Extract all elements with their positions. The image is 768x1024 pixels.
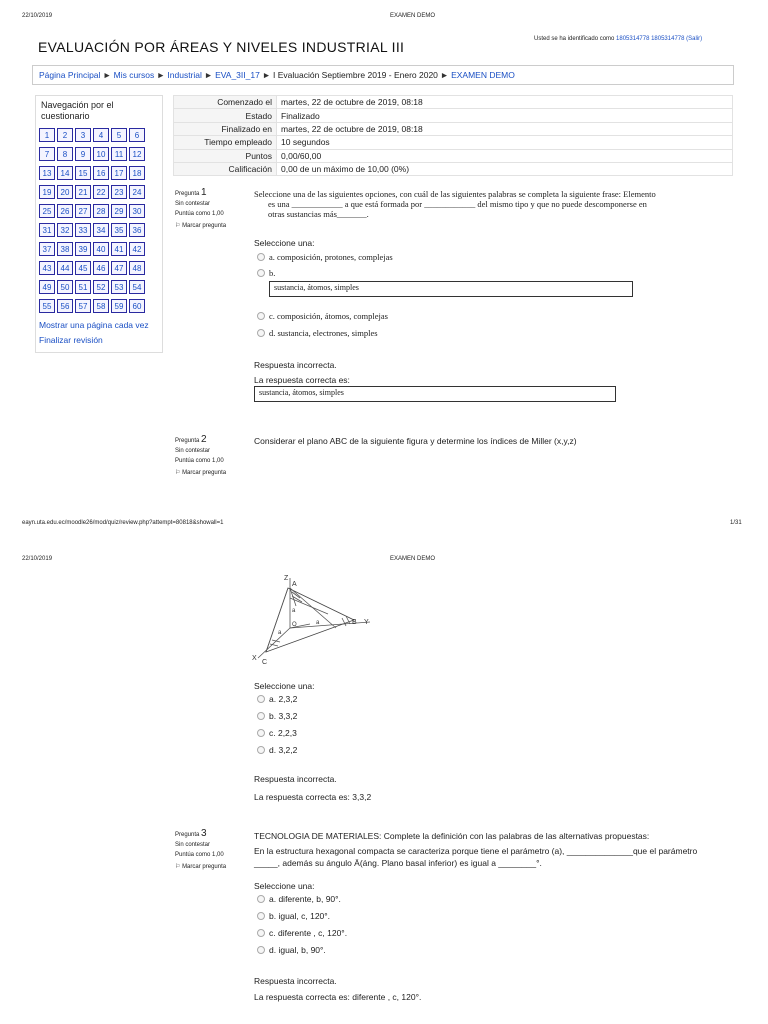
question-nav-button-32[interactable]: 32 xyxy=(57,223,73,237)
question-1-info xyxy=(175,188,245,230)
question-1-status: Sin contestar xyxy=(175,201,211,207)
breadcrumb: Página Principal ► Mis cursos ► Industrial ► EVA_3II_17 ► I Evaluación Septiembre 2019 - Enero 2020 ► EXAMEN DEMO xyxy=(32,65,734,85)
figure-label-o: O xyxy=(292,622,297,628)
question-nav-button-58[interactable]: 58 xyxy=(93,299,109,313)
summary-value: Finalizado xyxy=(277,109,733,122)
question-3-info xyxy=(175,829,245,871)
question-2-flag[interactable]: ⚐ Marcar pregunta xyxy=(175,470,227,476)
question-nav-button-40[interactable]: 40 xyxy=(93,242,109,256)
question-2-option-b[interactable]: b. 3,3,2 xyxy=(257,711,297,721)
attempt-summary-table xyxy=(173,95,733,176)
question-2-text: Considerar el plano ABC de la siguiente figura y determine los índices de Miller (x,y,z) xyxy=(254,436,577,446)
question-nav-button-27[interactable]: 27 xyxy=(75,204,91,218)
question-nav-button-50[interactable]: 50 xyxy=(57,280,73,294)
quiz-navigation-title: Navegación por el cuestionario xyxy=(41,100,114,121)
question-nav-button-24[interactable]: 24 xyxy=(129,185,145,199)
question-3-option-c[interactable]: c. diferente , c, 120°. xyxy=(257,928,347,938)
question-nav-button-44[interactable]: 44 xyxy=(57,261,73,275)
radio-icon[interactable] xyxy=(257,929,265,937)
question-nav-button-17[interactable]: 17 xyxy=(111,166,127,180)
question-1-score: Puntúa como 1,00 xyxy=(175,211,224,217)
question-1-option-a[interactable]: a. composición, protones, complejas xyxy=(257,252,393,262)
question-nav-button-47[interactable]: 47 xyxy=(111,261,127,275)
flag-icon: ⚐ xyxy=(175,470,181,476)
breadcrumb-my-courses[interactable]: Mis cursos xyxy=(113,70,155,80)
figure-label-x: X xyxy=(252,655,257,662)
question-nav-button-20[interactable]: 20 xyxy=(57,185,73,199)
summary-value: martes, 22 de octubre de 2019, 08:18 xyxy=(277,96,733,109)
summary-value: martes, 22 de octubre de 2019, 08:18 xyxy=(277,122,733,135)
question-3-correct-answer: La respuesta correcta es: diferente , c, 120°. xyxy=(254,992,422,1002)
question-nav-button-16[interactable]: 16 xyxy=(93,166,109,180)
question-nav-button-15[interactable]: 15 xyxy=(75,166,91,180)
question-nav-button-21[interactable]: 21 xyxy=(75,185,91,199)
figure-label-z: Z xyxy=(284,575,289,582)
question-nav-button-5[interactable]: 5 xyxy=(111,128,127,142)
question-nav-button-57[interactable]: 57 xyxy=(75,299,91,313)
question-nav-button-25[interactable]: 25 xyxy=(39,204,55,218)
question-3-feedback: Respuesta incorrecta. xyxy=(254,976,337,986)
summary-value: 0,00/60,00 xyxy=(277,149,733,162)
question-nav-button-29[interactable]: 29 xyxy=(111,204,127,218)
question-nav-button-48[interactable]: 48 xyxy=(129,261,145,275)
summary-label: Calificación xyxy=(174,162,277,175)
show-one-page-link[interactable]: Mostrar una página cada vez xyxy=(39,320,149,330)
figure-label-a1: a xyxy=(292,608,296,614)
page-header-title: EXAMEN DEMO xyxy=(390,13,436,19)
question-nav-button-18[interactable]: 18 xyxy=(129,166,145,180)
question-nav-button-4[interactable]: 4 xyxy=(93,128,109,142)
question-nav-button-36[interactable]: 36 xyxy=(129,223,145,237)
question-3-option-b[interactable]: b. igual, c, 120°. xyxy=(257,911,330,921)
question-2-status: Sin contestar xyxy=(175,448,211,454)
question-3-score: Puntúa como 1,00 xyxy=(175,852,224,858)
question-nav-button-53[interactable]: 53 xyxy=(111,280,127,294)
question-1-correct-box: sustancia, átomos, simples xyxy=(254,386,616,402)
summary-label: Estado xyxy=(174,109,277,122)
radio-icon[interactable] xyxy=(257,329,265,337)
question-nav-button-10[interactable]: 10 xyxy=(93,147,109,161)
question-1-option-b-box: sustancia, átomos, simples xyxy=(269,281,633,297)
summary-row xyxy=(174,136,733,149)
quiz-navigation xyxy=(35,95,163,353)
question-nav-button-12[interactable]: 12 xyxy=(129,147,145,161)
radio-icon[interactable] xyxy=(257,729,265,737)
question-nav-button-35[interactable]: 35 xyxy=(111,223,127,237)
breadcrumb-exam[interactable]: EXAMEN DEMO xyxy=(451,70,515,80)
question-2-select-one: Seleccione una: xyxy=(254,681,315,691)
question-1-number: Pregunta 1 xyxy=(175,187,207,198)
summary-value: 10 segundos xyxy=(277,136,733,149)
question-1-feedback: Respuesta incorrecta. xyxy=(254,360,337,370)
question-nav-button-11[interactable]: 11 xyxy=(111,147,127,161)
flag-icon: ⚐ xyxy=(175,864,181,870)
question-nav-button-7[interactable]: 7 xyxy=(39,147,55,161)
breadcrumb-evaluation[interactable]: I Evaluación Septiembre 2019 - Enero 2020 xyxy=(273,70,438,80)
radio-icon[interactable] xyxy=(257,253,265,261)
summary-value: 0,00 de un máximo de 10,00 (0%) xyxy=(277,162,733,175)
question-2-option-c[interactable]: c. 2,2,3 xyxy=(257,728,297,738)
question-1-option-c[interactable]: c. composición, átomos, complejas xyxy=(257,311,388,321)
question-nav-button-31[interactable]: 31 xyxy=(39,223,55,237)
question-nav-button-59[interactable]: 59 xyxy=(111,299,127,313)
page-2-header-title: EXAMEN DEMO xyxy=(390,556,436,562)
question-nav-button-41[interactable]: 41 xyxy=(111,242,127,256)
question-2-info xyxy=(175,435,245,477)
question-1-correct-label: La respuesta correcta es: xyxy=(254,375,350,385)
question-nav-button-46[interactable]: 46 xyxy=(93,261,109,275)
radio-icon[interactable] xyxy=(257,946,265,954)
quiz-navigation-grid xyxy=(39,128,159,316)
summary-row xyxy=(174,162,733,175)
figure-label-a2: a xyxy=(316,620,320,626)
question-2-correct-answer: La respuesta correcta es: 3,3,2 xyxy=(254,792,372,802)
question-2-option-a[interactable]: a. 2,3,2 xyxy=(257,694,297,704)
radio-icon[interactable] xyxy=(257,912,265,920)
question-nav-button-42[interactable]: 42 xyxy=(129,242,145,256)
question-nav-button-45[interactable]: 45 xyxy=(75,261,91,275)
question-2-feedback: Respuesta incorrecta. xyxy=(254,774,337,784)
summary-row xyxy=(174,149,733,162)
question-3-option-a[interactable]: a. diferente, b, 90°. xyxy=(257,894,341,904)
figure-label-a: A xyxy=(292,581,297,588)
radio-icon[interactable] xyxy=(257,712,265,720)
question-nav-button-37[interactable]: 37 xyxy=(39,242,55,256)
question-nav-button-60[interactable]: 60 xyxy=(129,299,145,313)
page-footer-url: eayn.uta.edu.ec/moodle26/mod/quiz/review.php?attempt=80818&showall=1 xyxy=(22,520,224,526)
question-nav-button-56[interactable]: 56 xyxy=(57,299,73,313)
summary-label: Tiempo empleado xyxy=(174,136,277,149)
question-nav-button-55[interactable]: 55 xyxy=(39,299,55,313)
question-nav-button-39[interactable]: 39 xyxy=(75,242,91,256)
radio-icon[interactable] xyxy=(257,695,265,703)
question-3-flag[interactable]: ⚐ Marcar pregunta xyxy=(175,864,227,870)
breadcrumb-course[interactable]: EVA_3II_17 xyxy=(215,70,260,80)
login-info: Usted se ha identificado como 1805314778 1805314778 (Salir) xyxy=(534,36,703,42)
figure-label-b: B xyxy=(352,619,357,626)
radio-icon[interactable] xyxy=(257,312,265,320)
question-nav-button-3[interactable]: 3 xyxy=(75,128,91,142)
question-1-text: Seleccione una de las siguientes opciones, con cuál de las siguientes palabras se completa la siguiente frase: Elemento es una ____________ a que está formada por ____________ del mismo tipo y que no puede descomponerse en otras sustancias más_______. xyxy=(254,189,656,219)
question-2-option-d[interactable]: d. 3,2,2 xyxy=(257,745,297,755)
question-nav-button-49[interactable]: 49 xyxy=(39,280,55,294)
summary-label: Finalizado en xyxy=(174,122,277,135)
question-1-flag[interactable]: ⚐ Marcar pregunta xyxy=(175,223,227,229)
page-footer-number: 1/31 xyxy=(730,520,742,526)
finish-review-link[interactable]: Finalizar revisión xyxy=(39,335,103,345)
question-nav-button-22[interactable]: 22 xyxy=(93,185,109,199)
logout-link[interactable]: (Salir) xyxy=(686,36,703,42)
figure-label-a3: a xyxy=(278,630,282,636)
question-nav-button-34[interactable]: 34 xyxy=(93,223,109,237)
question-3-number: Pregunta 3 xyxy=(175,828,207,839)
question-nav-button-2[interactable]: 2 xyxy=(57,128,73,142)
question-nav-button-6[interactable]: 6 xyxy=(129,128,145,142)
figure-label-y: Y xyxy=(364,619,369,626)
question-nav-button-19[interactable]: 19 xyxy=(39,185,55,199)
question-1-select-one: Seleccione una: xyxy=(254,238,315,248)
radio-icon[interactable] xyxy=(257,895,265,903)
breadcrumb-industrial[interactable]: Industrial xyxy=(167,70,202,80)
radio-icon[interactable] xyxy=(257,746,265,754)
page-2-date: 22/10/2019 xyxy=(22,556,53,562)
miller-plane-figure xyxy=(250,570,380,670)
figure-label-c: C xyxy=(262,659,268,666)
summary-row xyxy=(174,109,733,122)
question-nav-button-9[interactable]: 9 xyxy=(75,147,91,161)
question-nav-button-8[interactable]: 8 xyxy=(57,147,73,161)
question-nav-button-38[interactable]: 38 xyxy=(57,242,73,256)
question-nav-button-51[interactable]: 51 xyxy=(75,280,91,294)
question-2-score: Puntúa como 1,00 xyxy=(175,458,224,464)
summary-label: Comenzado el xyxy=(174,96,277,109)
question-nav-button-33[interactable]: 33 xyxy=(75,223,91,237)
summary-row xyxy=(174,96,733,109)
question-3-option-d[interactable]: d. igual, b, 90°. xyxy=(257,945,326,955)
question-3-status: Sin contestar xyxy=(175,842,211,848)
question-nav-button-43[interactable]: 43 xyxy=(39,261,55,275)
question-nav-button-23[interactable]: 23 xyxy=(111,185,127,199)
question-1-option-b[interactable]: b. xyxy=(257,268,275,278)
breadcrumb-home[interactable]: Página Principal xyxy=(39,70,101,80)
question-3-text: TECNOLOGIA DE MATERIALES: Complete la definición con las palabras de las alternativas propuestas: En la estructura hexagonal compacta se caracteriza porque tiene el parámetro (a), ______________que el parámetro _____, además su ángulo Ä(áng. Plano basal inferior) es igual a ________°. xyxy=(254,831,698,868)
radio-icon[interactable] xyxy=(257,269,265,277)
question-nav-button-26[interactable]: 26 xyxy=(57,204,73,218)
question-1-option-d[interactable]: d. sustancia, electrones, simples xyxy=(257,328,378,338)
question-2-number: Pregunta 2 xyxy=(175,434,207,445)
question-nav-button-14[interactable]: 14 xyxy=(57,166,73,180)
question-nav-button-54[interactable]: 54 xyxy=(129,280,145,294)
question-3-select-one: Seleccione una: xyxy=(254,881,315,891)
question-nav-button-28[interactable]: 28 xyxy=(93,204,109,218)
question-nav-button-13[interactable]: 13 xyxy=(39,166,55,180)
question-nav-button-52[interactable]: 52 xyxy=(93,280,109,294)
user-link[interactable]: 1805314778 1805314778 xyxy=(616,36,685,42)
page-title: EVALUACIÓN POR ÁREAS Y NIVELES INDUSTRIAL III xyxy=(38,39,405,55)
question-nav-button-30[interactable]: 30 xyxy=(129,204,145,218)
summary-row xyxy=(174,122,733,135)
question-nav-button-1[interactable]: 1 xyxy=(39,128,55,142)
flag-icon: ⚐ xyxy=(175,223,181,229)
summary-label: Puntos xyxy=(174,149,277,162)
page-date: 22/10/2019 xyxy=(22,13,53,19)
